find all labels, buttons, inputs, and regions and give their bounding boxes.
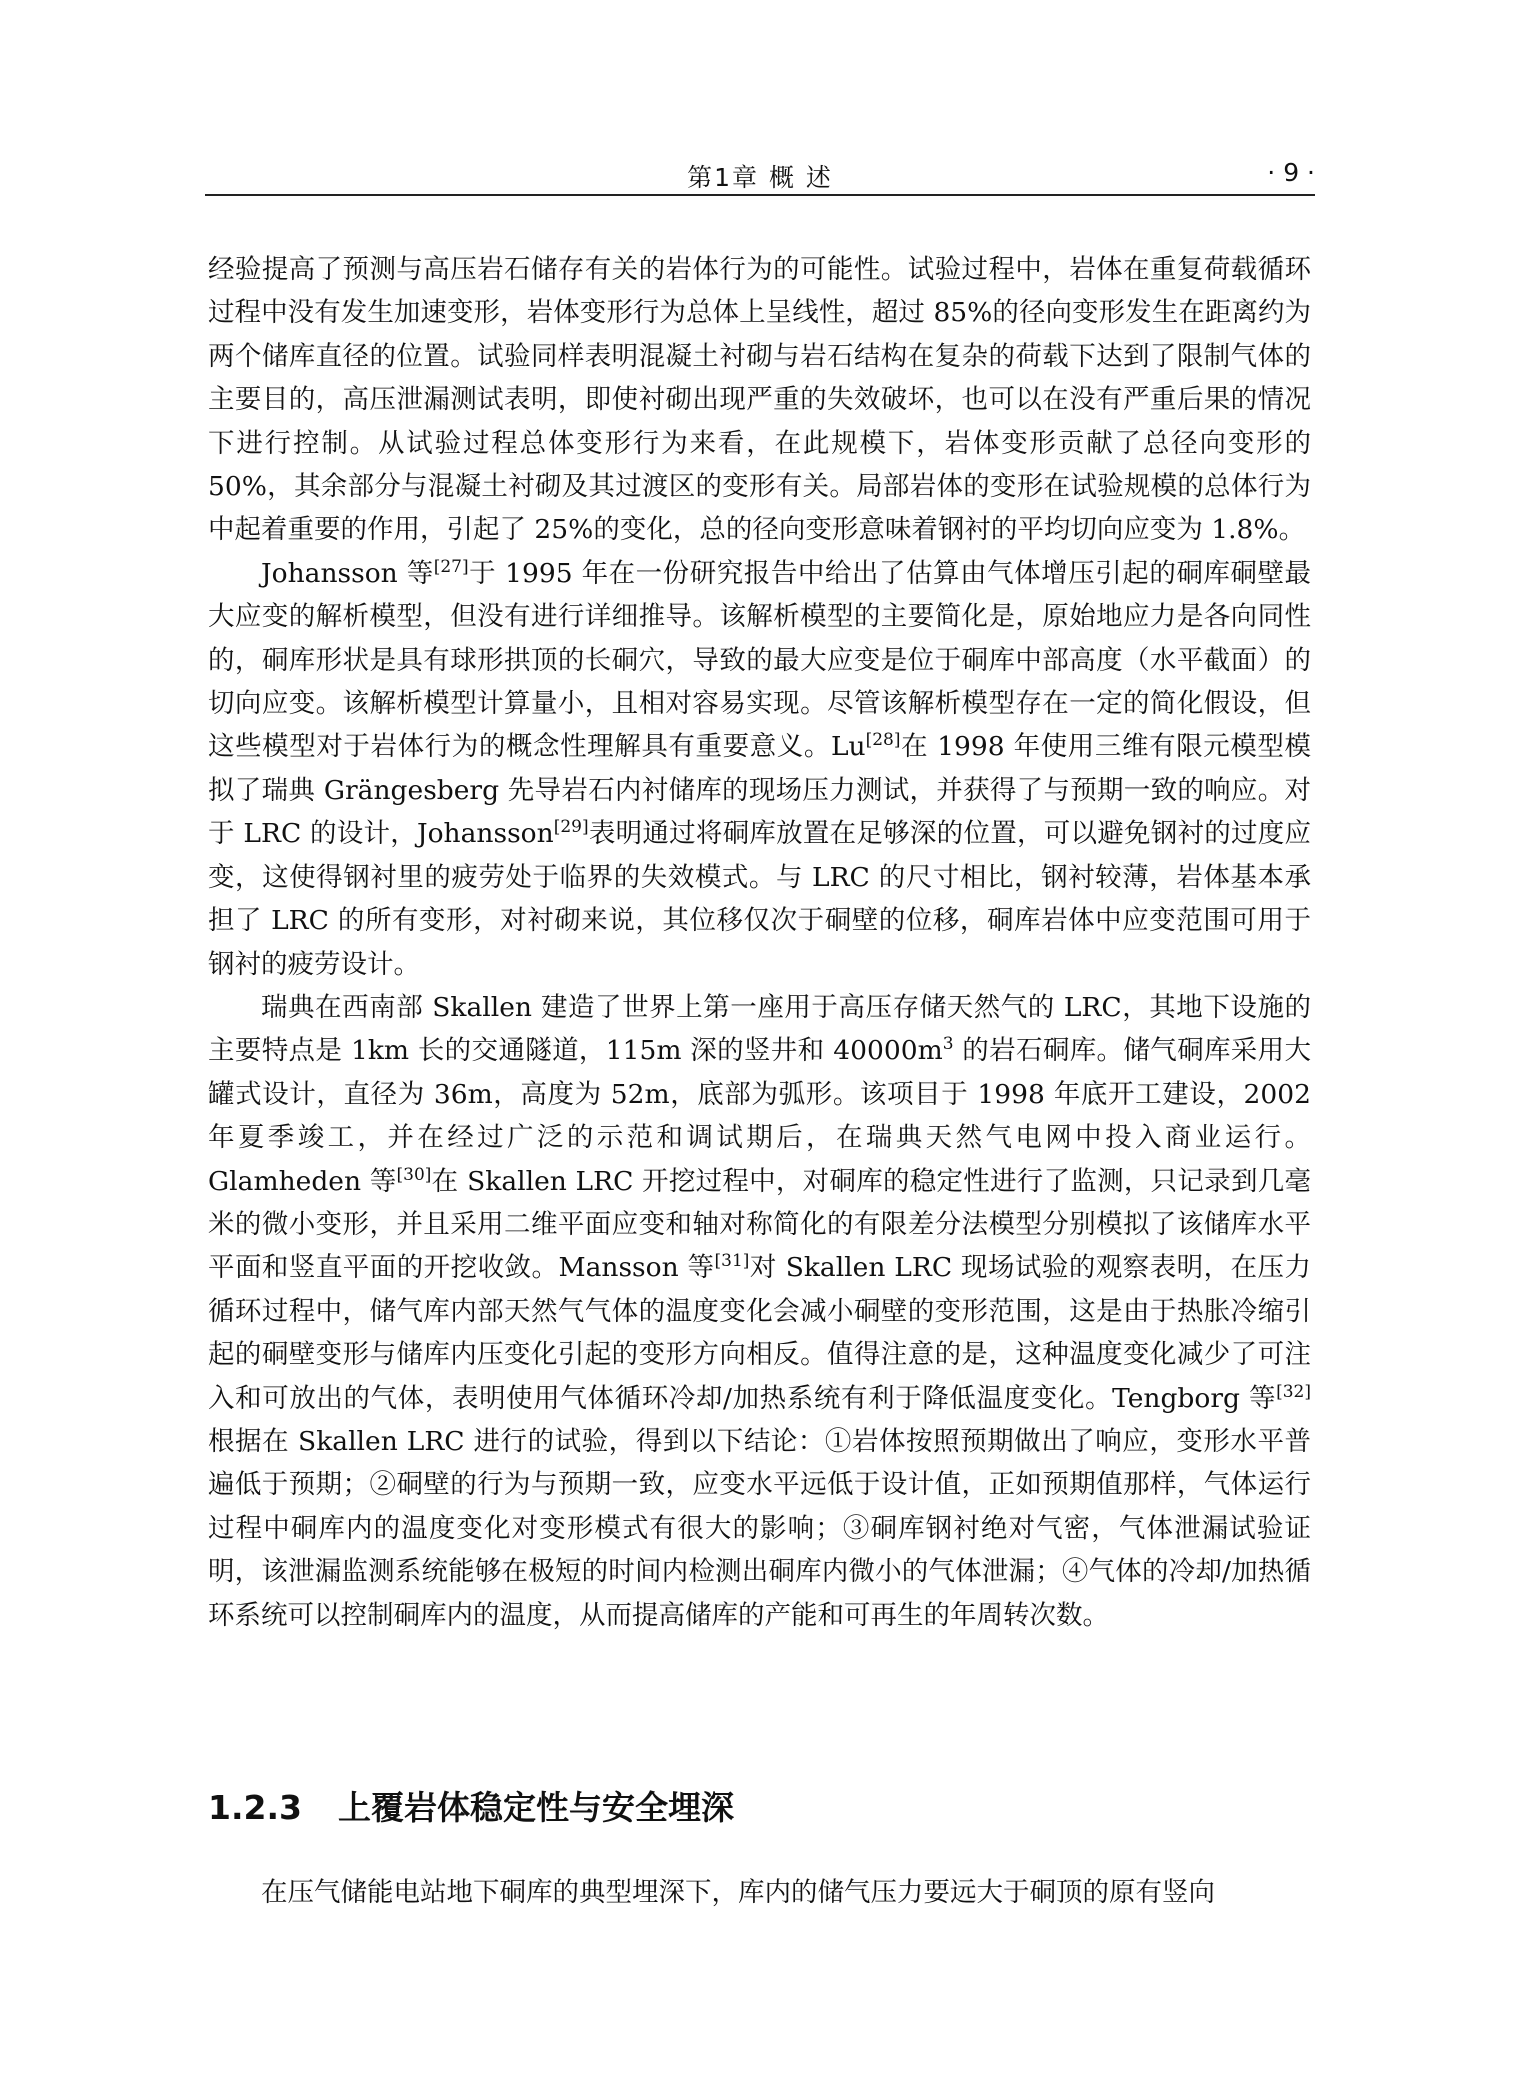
citation-27: [27] (433, 556, 469, 577)
section-heading (208, 1782, 734, 1829)
chapter-title: 第1章 概 述 (687, 163, 833, 192)
paragraph-2-text: 在 1998 年使用三维有限元模型模拟了瑞典 Grängesberg 先导岩石内衬储库的现场压力测试，并获得了与预期一致的响应。对于 LRC 的设计，Johansson (208, 731, 1311, 850)
section-number: 1.2.3 (208, 1788, 302, 1827)
paragraph-2-text: 表明通过将硐库放置在足够深的位置，可以避免钢衬的过度应变，这使得钢衬里的疲劳处于临界的失效模式。与 LRC 的尺寸相比，钢衬较薄，岩体基本承担了 LRC 的所有变形，对衬砌来说，其位移仅次于硐壁的位移，硐库岩体中应变范围可用于钢衬的疲劳设计。 (208, 818, 1312, 980)
section-title: 上覆岩体稳定性与安全埋深 (337, 1788, 734, 1827)
page-number: · 9 · (1267, 158, 1315, 187)
paragraph-4: 在压气储能电站地下硐库的典型埋深下，库内的储气压力要远大于硐顶的原有竖向 (261, 1877, 1215, 1908)
paragraph-3-text: 瑞典在西南部 Skallen 建造了世界上第一座用于高压存储天然气的 LRC，其地下设施的主要特点是 1km 长的交通隧道，115m 深的竖井和 40000m (208, 991, 1311, 1067)
paragraph-1: 经验提高了预测与高压岩石储存有关的岩体行为的可能性。试验过程中，岩体在重复荷载循环过程中没有发生加速变形，岩体变形行为总体上呈线性，超过 85%的径向变形发生在距离约为两个储库直径的位置。试验同样表明混凝土衬砌与岩石结构在复杂的荷载下达到了限制气体的主要目的，高压泄漏测试表明，即使衬砌出现严重的失效破坏，也可以在没有严重后果的情况下进行控制。从试验过程总体变形行为来看，在此规模下，岩体变形贡献了总径向变形的 50%，其余部分与混凝土衬砌及其过渡区的变形有关。局部岩体的变形在试验规模的总体行为中起着重要的作用，引起了 25%的变化，总的径向变形意味着钢衬的平均切向应变为 1.8%。 (208, 254, 1311, 546)
citation-32: [32] (1276, 1381, 1311, 1402)
citation-30: [30] (396, 1164, 432, 1185)
paragraph-2-text: 于 1995 年在一份研究报告中给出了估算由气体增压引起的硐库硐壁最大应变的解析模型，但没有进行详细推导。该解析模型的主要简化是，原始地应力是各向同性的，硐库形状是具有球形拱顶的长硐穴，导致的最大应变是位于硐库中部高度（水平截面）的切向应变。该解析模型计算量小，且相对容易实现。尽管该解析模型存在一定的简化假设，但这些模型对于岩体行为的概念性理解具有重要意义。Lu (208, 557, 1311, 763)
paragraph-3-text: 在 Skallen LRC 开挖过程中，对硐库的稳定性进行了监测，只记录到几毫米的微小变形，并且采用二维平面应变和轴对称简化的有限差分法模型分别模拟了该储库水平平面和竖直平面的开挖收敛。Mansson 等 (208, 1165, 1311, 1284)
body-text (208, 248, 1311, 1637)
paragraph-3-text: 对 Skallen LRC 现场试验的观察表明，在压力循环过程中，储气库内部天然气气体的温度变化会减小硐壁的变形范围，这是由于热胀冷缩引起的硐壁变形与储库内压变化引起的变形方向相反。值得注意的是，这种温度变化减少了可注入和可放出的气体，表明使用气体循环冷却/加热系统有利于降低温度变化。Tengborg 等 (208, 1252, 1311, 1414)
paragraph-3-text: 的岩石硐库。储气硐库采用大罐式设计，直径为 36m，高度为 52m，底部为弧形。该项目于 1998 年底开工建设，2002 年夏季竣工，并在经过广泛的示范和调试期后，在瑞典天然气电网中投入商业运行。Glamheden 等 (208, 1035, 1311, 1197)
paragraph-3 (208, 986, 1311, 1637)
citation-28: [28] (865, 730, 901, 751)
superscript-3: 3 (942, 1034, 954, 1055)
paragraph-3-text: 根据在 Skallen LRC 进行的试验，得到以下结论：①岩体按照预期做出了响应，变形水平普遍低于预期；②硐壁的行为与预期一致，应变水平远低于设计值，正如预期值那样，气体运行过程中硐库内的温度变化对变形模式有很大的影响；③硐库钢衬绝对气密，气体泄漏试验证明，该泄漏监测系统能够在极短的时间内检测出硐库内微小的气体泄漏；④气体的冷却/加热循环系统可以控制硐库内的温度，从而提高储库的产能和可再生的年周转次数。 (208, 1425, 1311, 1631)
paragraph-2-text: Johansson 等 (261, 557, 434, 589)
citation-29: [29] (553, 817, 589, 838)
paragraph-2 (208, 552, 1311, 986)
citation-31: [31] (714, 1251, 750, 1272)
running-header (205, 150, 1315, 196)
